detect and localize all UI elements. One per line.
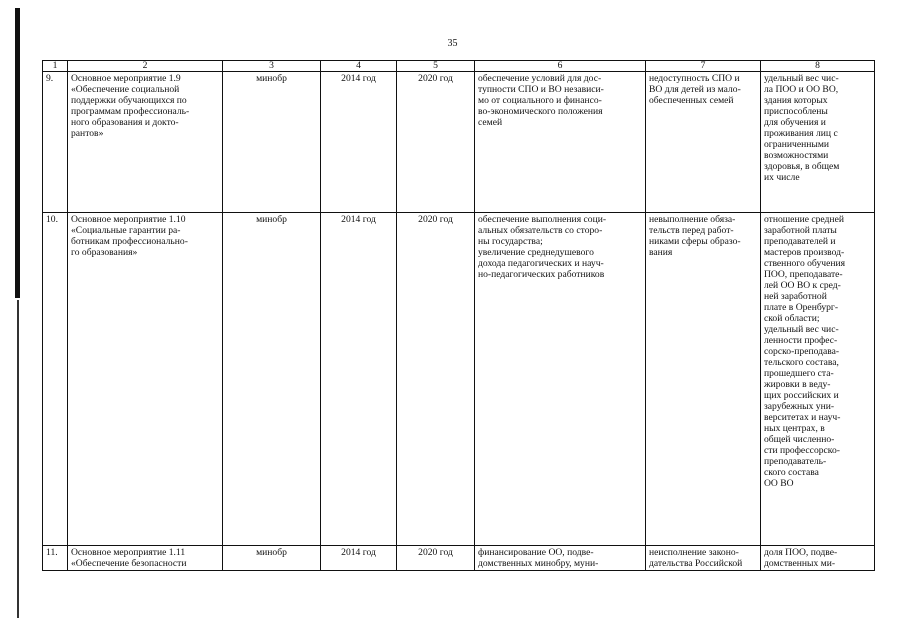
executor: минобр [256, 547, 287, 558]
consequences: недоступность СПО и ВО для детей из мало- обеспеченных семей [649, 73, 741, 106]
indicator-cell [761, 213, 875, 546]
end-year-cell [397, 546, 475, 571]
event-name: Основное мероприятие 1.10 «Социальные гарантии ра- ботникам профессионально- го образования» [71, 214, 188, 258]
end-year-cell [397, 213, 475, 546]
expected-result-cell [475, 546, 646, 571]
indicator: удельный вес чис- ла ПОО и ОО ВО, здания которых приспособлены для обучения и проживания лиц с ограниченными возможностями здоровья, в общем их числе [764, 73, 840, 183]
consequences-cell [646, 546, 761, 571]
start-year: 2014 год [341, 214, 376, 225]
end-year: 2020 год [418, 73, 453, 84]
indicator-cell [761, 546, 875, 571]
program-events-table [42, 60, 875, 571]
header-col-5: 5 [397, 61, 475, 72]
consequences-cell [646, 72, 761, 213]
binding-edge-mark [15, 8, 20, 298]
executor-cell [223, 546, 321, 571]
header-col-6: 6 [475, 61, 646, 72]
start-year-cell [321, 546, 397, 571]
header-col-7: 7 [646, 61, 761, 72]
expected-result: обеспечение условий для дос- тупности СПО и ВО независи- мо от социального и финансо- во-экономического положения семей [478, 73, 604, 128]
event-cell [68, 72, 223, 213]
expected-result-cell [475, 213, 646, 546]
expected-result: финансирование ОО, подве- домственных минобру, муни- [478, 547, 599, 569]
start-year: 2014 год [341, 547, 376, 558]
event-name: Основное мероприятие 1.9 «Обеспечение социальной поддержки обучающихся по программам профессиональ- ного образования и докто- рантов» [71, 73, 190, 139]
header-col-3: 3 [223, 61, 321, 72]
table-row [43, 546, 875, 571]
start-year: 2014 год [341, 73, 376, 84]
header-row [43, 61, 875, 72]
end-year: 2020 год [418, 547, 453, 558]
consequences: невыполнение обяза- тельств перед работ- никами сферы образо- вания [649, 214, 741, 258]
row-number: 9. [46, 73, 54, 84]
executor-cell [223, 72, 321, 213]
indicator: доля ПОО, подве- домственных ми- [764, 547, 838, 569]
executor-cell [223, 213, 321, 546]
header-col-8: 8 [761, 61, 875, 72]
event-name: Основное мероприятие 1.11 «Обеспечение безопасности [71, 547, 187, 569]
row-number: 11. [46, 547, 58, 558]
indicator-cell [761, 72, 875, 213]
header-col-2: 2 [68, 61, 223, 72]
event-cell [68, 546, 223, 571]
table-row [43, 72, 875, 213]
indicator: отношение средней заработной платы преподавателей и мастеров производ- ственного обучения ПОО, преподавате- лей ОО ВО к сред- ней заработной плате в Оренбург- ской области; удельный вес чис- ленности профес- сорско-преподава- тельского состава, прошедшего ста- жировки в веду- щих российских и зарубежных уни- верситетах и науч- ных центрах, в общей численно- сти профессорско- преподаватель- ского состава ОО ВО [764, 214, 846, 489]
header-col-1: 1 [43, 61, 68, 72]
consequences-cell [646, 213, 761, 546]
row-number-cell [43, 213, 68, 546]
consequences: неисполнение законо- дательства Российской [649, 547, 743, 569]
event-cell [68, 213, 223, 546]
row-number-cell [43, 72, 68, 213]
expected-result-cell [475, 72, 646, 213]
start-year-cell [321, 72, 397, 213]
end-year: 2020 год [418, 214, 453, 225]
header-col-4: 4 [321, 61, 397, 72]
page-number: 35 [447, 38, 458, 49]
end-year-cell [397, 72, 475, 213]
executor: минобр [256, 73, 287, 84]
executor: минобр [256, 214, 287, 225]
start-year-cell [321, 213, 397, 546]
row-number-cell [43, 546, 68, 571]
binding-edge-line [17, 300, 19, 618]
expected-result: обеспечение выполнения соци- альных обязательств со сторо- ны государства; увеличение среднедушевого дохода педагогических и науч- но-педагогических работников [478, 214, 607, 280]
table-row [43, 213, 875, 546]
row-number: 10. [46, 214, 58, 225]
